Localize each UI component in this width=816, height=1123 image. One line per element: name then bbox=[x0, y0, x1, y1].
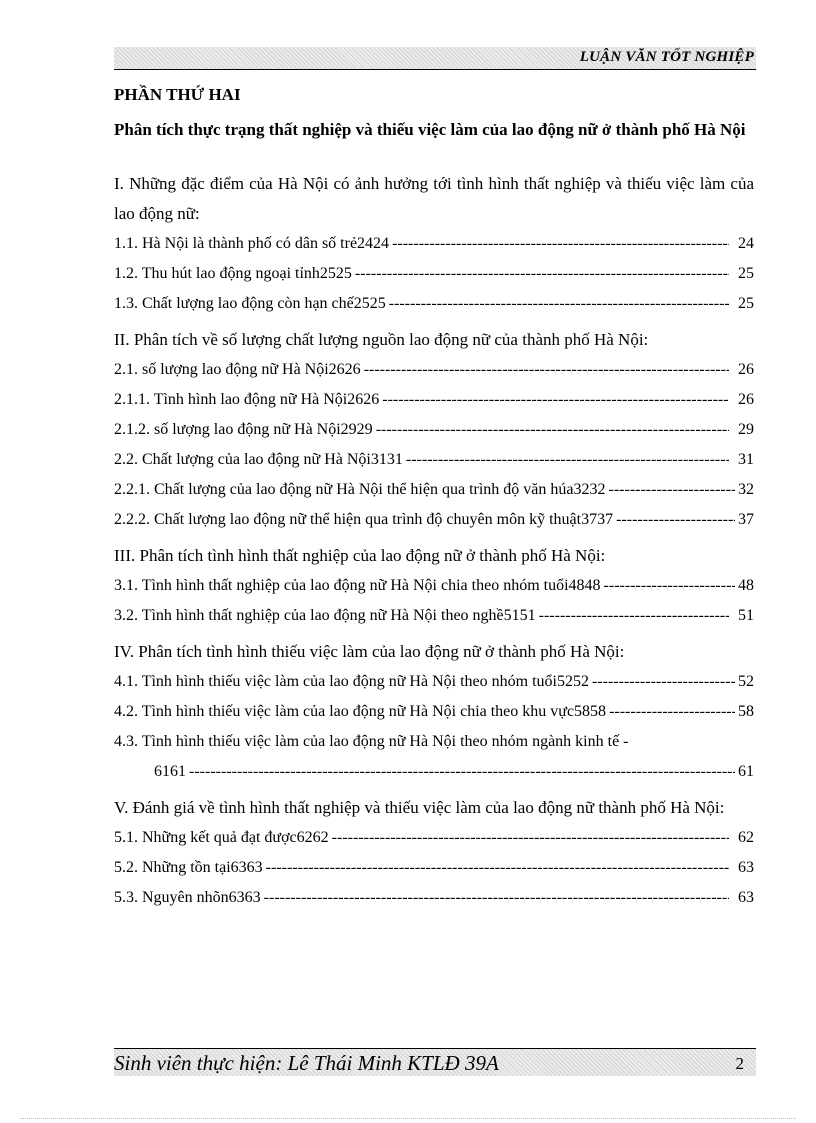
toc-page-number: 25 bbox=[738, 265, 754, 282]
toc-page-number: 52 bbox=[738, 673, 754, 690]
dot-leader bbox=[264, 883, 729, 913]
toc-page-number: 31 bbox=[738, 451, 754, 468]
dot-leader bbox=[392, 229, 729, 259]
toc-entry[interactable] bbox=[114, 415, 754, 445]
toc-entry[interactable] bbox=[114, 601, 754, 631]
toc-entry-text: 1.3. Chất lượng lao động còn hạn chế2525 bbox=[114, 295, 386, 312]
toc-entry[interactable] bbox=[114, 475, 754, 505]
toc-entry[interactable] bbox=[114, 667, 754, 697]
toc-entry-continuation-text: 6161 bbox=[154, 763, 186, 780]
toc-page-number: 63 bbox=[738, 889, 754, 906]
toc-page-number: 29 bbox=[738, 421, 754, 438]
header-title: LUẬN VĂN TỐT NGHIỆP bbox=[579, 49, 754, 65]
toc-entry[interactable] bbox=[114, 445, 754, 475]
toc-entry[interactable] bbox=[114, 355, 754, 385]
toc-page-number: 24 bbox=[738, 235, 754, 252]
section-heading-5: V. Đánh giá về tình hình thất nghiệp và thiếu việc làm của lao động nữ thành phố Hà Nội: bbox=[114, 798, 725, 817]
toc-entry-text: 5.1. Những kết quả đạt được6262 bbox=[114, 829, 329, 846]
toc-entry[interactable] bbox=[114, 823, 754, 853]
toc-entry[interactable] bbox=[114, 883, 754, 913]
toc-entry[interactable] bbox=[114, 571, 754, 601]
toc-page-number: 51 bbox=[738, 607, 754, 624]
toc-page-number: 63 bbox=[738, 859, 754, 876]
toc-entry-text: 2.1.2. số lượng lao động nữ Hà Nội2929 bbox=[114, 421, 373, 438]
toc-entry[interactable] bbox=[114, 697, 754, 727]
toc-entry[interactable] bbox=[114, 853, 754, 883]
toc-entry-text: 1.1. Hà Nội là thành phố có dân số trẻ2424 bbox=[114, 235, 390, 252]
toc-page-number: 25 bbox=[738, 295, 754, 312]
toc-page-number: 62 bbox=[738, 829, 754, 846]
toc-entry-text: 4.2. Tình hình thiếu việc làm của lao động nữ Hà Nội chia theo khu vực5858 bbox=[114, 703, 607, 720]
toc-entry-text: 3.2. Tình hình thất nghiệp của lao động nữ Hà Nội theo nghề5151 bbox=[114, 607, 536, 624]
footer-author: Sinh viên thực hiện: Lê Thái Minh KTLĐ 39A bbox=[114, 1051, 499, 1075]
section-heading-2: II. Phân tích về số lượng chất lượng nguồn lao động nữ của thành phố Hà Nội: bbox=[114, 330, 649, 349]
toc-page-number: 32 bbox=[738, 481, 754, 498]
toc-entry[interactable] bbox=[114, 505, 754, 535]
section-heading-3: III. Phân tích tình hình thất nghiệp của lao động nữ ở thành phố Hà Nội: bbox=[114, 546, 606, 565]
dot-leader bbox=[389, 289, 729, 319]
toc-entry-text: 1.2. Thu hút lao động ngoại tỉnh2525 bbox=[114, 265, 352, 282]
dot-leader bbox=[406, 445, 729, 475]
toc-entry[interactable] bbox=[114, 259, 754, 289]
toc-entry-text: 2.1.1. Tình hình lao động nữ Hà Nội2626 bbox=[114, 391, 380, 408]
page-footer bbox=[114, 1048, 756, 1076]
toc-entry-text: 2.2.1. Chất lượng của lao động nữ Hà Nội thể hiện qua trình độ văn húa3232 bbox=[114, 481, 606, 498]
part-title: PHẦN THỨ HAI bbox=[114, 85, 241, 104]
toc-page-number: 26 bbox=[738, 361, 754, 378]
toc-entry[interactable] bbox=[114, 229, 754, 259]
toc-entry-text: 2.1. số lượng lao động nữ Hà Nội2626 bbox=[114, 361, 361, 378]
toc-entry-text: 5.3. Nguyên nhõn6363 bbox=[114, 889, 261, 906]
main-title: Phân tích thực trạng thất nghiệp và thiếu việc làm của lao động nữ ở thành phố Hà Nội bbox=[114, 120, 746, 139]
dot-leader bbox=[332, 823, 729, 853]
toc-entry[interactable] bbox=[114, 289, 754, 319]
page-header bbox=[114, 47, 756, 70]
section-heading-4: IV. Phân tích tình hình thiếu việc làm của lao động nữ ở thành phố Hà Nội: bbox=[114, 642, 625, 661]
toc-page-number: 61 bbox=[738, 763, 754, 780]
dot-leader bbox=[609, 697, 735, 727]
toc-entry-text: 3.1. Tình hình thất nghiệp của lao động nữ Hà Nội chia theo nhóm tuổi4848 bbox=[114, 577, 601, 594]
toc-entry-text: 5.2. Những tồn tại6363 bbox=[114, 859, 263, 876]
toc-page-number: 48 bbox=[738, 577, 754, 594]
toc-entry-text: 2.2.2. Chất lượng lao động nữ thể hiện qua trình độ chuyên môn kỹ thuật3737 bbox=[114, 511, 614, 528]
footer-page-number: 2 bbox=[735, 1054, 744, 1073]
dot-leader bbox=[355, 259, 729, 289]
dot-leader bbox=[592, 667, 735, 697]
toc-page-number: 58 bbox=[738, 703, 754, 720]
dot-leader bbox=[539, 601, 729, 631]
bottom-divider bbox=[20, 1118, 796, 1119]
toc-entry-text: 2.2. Chất lượng của lao động nữ Hà Nội3131 bbox=[114, 451, 403, 468]
toc-entry[interactable] bbox=[114, 727, 754, 787]
dot-leader bbox=[266, 853, 729, 883]
dot-leader bbox=[382, 385, 729, 415]
toc-entry[interactable] bbox=[114, 385, 754, 415]
dot-leader bbox=[604, 571, 735, 601]
toc-page-number: 26 bbox=[738, 391, 754, 408]
dot-leader bbox=[376, 415, 729, 445]
dot-leader bbox=[364, 355, 729, 385]
toc-page-number: 37 bbox=[738, 511, 754, 528]
section-heading-1: I. Những đặc điểm của Hà Nội có ảnh hưởng tới tình hình thất nghiệp và thiếu việc làm của lao động nữ: bbox=[114, 174, 754, 223]
dot-leader bbox=[189, 757, 735, 787]
toc-entry-continuation bbox=[114, 757, 754, 787]
toc-entry-text: 4.1. Tình hình thiếu việc làm của lao động nữ Hà Nội theo nhóm tuổi5252 bbox=[114, 673, 589, 690]
toc-entry-text: 4.3. Tình hình thiếu việc làm của lao động nữ Hà Nội theo nhóm ngành kinh tế - bbox=[114, 733, 629, 750]
dot-leader bbox=[616, 505, 735, 535]
dot-leader bbox=[609, 475, 736, 505]
document-body bbox=[114, 82, 754, 913]
